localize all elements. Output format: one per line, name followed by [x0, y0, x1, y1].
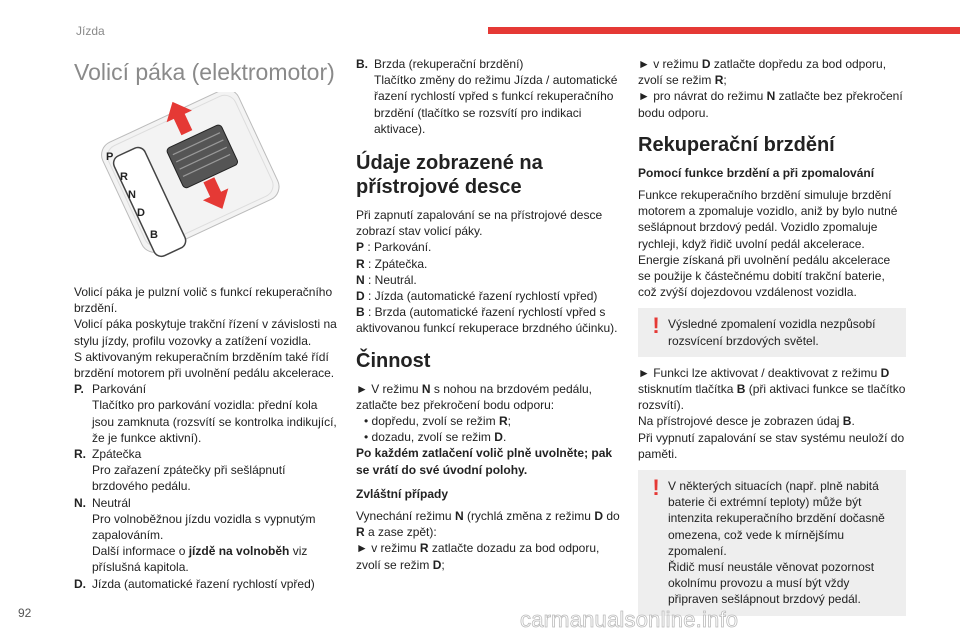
gear-letter-d: D [137, 207, 145, 219]
def-term: Neutrál [92, 495, 131, 510]
bullet-end: ; [507, 414, 511, 429]
sc-text: zatlačte dopředu za bod odporu, zvolí se režim [638, 57, 887, 88]
state-text: : Brzda (automatické řazení rychlostí vpřed s aktivovanou funkcí rekuperace brzdného účinku). [356, 305, 618, 336]
header-accent-bar [488, 27, 960, 34]
def-term: Parkování [92, 382, 147, 397]
dt-mode: B [842, 414, 852, 429]
def-b [356, 56, 626, 137]
tg-text: ► Funkci lze aktivovat / deaktivovat z režimu [638, 365, 881, 380]
def-key: D. [74, 576, 86, 591]
gear-selector-svg [90, 92, 290, 262]
state-list [356, 239, 626, 336]
state-text: : Zpátečka. [364, 256, 428, 271]
op-mode: N [421, 381, 431, 396]
def-term: Zpátečka [92, 447, 142, 462]
state-key: P [356, 240, 365, 255]
def-key: B. [356, 57, 368, 71]
tg-text: stisknutím tlačítka [638, 382, 737, 397]
sc-text: a zase zpět): [364, 525, 437, 540]
display-text [638, 413, 906, 429]
state-key: D [356, 289, 365, 304]
def-term: Brzda (rekuperační brzdění) [374, 57, 524, 71]
special-case-drive [638, 56, 906, 88]
special-case-reverse [356, 540, 626, 572]
state-item [356, 256, 626, 272]
special-case-neutral [638, 88, 906, 120]
tg-mode: D [880, 365, 890, 380]
def-p [74, 381, 342, 446]
toggle-text [638, 365, 906, 414]
ignition-off-text: Při vypnutí zapalování se stav systému neuloží do paměti. [638, 430, 905, 461]
def-desc: Tlačítko změny do režimu Jízda / automatické řazení rychlostí vpřed s funkcí rekuperačního brzdění (tlačítko se rozsvítí pro indikaci aktivace). [374, 73, 618, 136]
warning-icon: ! [652, 313, 660, 339]
def-key: R. [74, 447, 86, 462]
def-desc: Tlačítko pro parkování vozidla: přední kola jsou zamknuta (rozsvítí se kontrolka indikující, že je funkce aktivní). [92, 398, 337, 445]
def-desc: Pro zařazení zpátečky při sešlápnutí brzdového pedálu. [92, 463, 286, 494]
def-desc: Pro volnoběžnou jízdu vozidla s vypnutým zapalováním. [92, 511, 316, 543]
state-text: : Neutrál. [364, 272, 417, 287]
op-text: s nohou na brzdovém pedálu, zatlačte bez překročení bodu odporu: [356, 381, 593, 412]
heading-regen-braking: Rekuperační brzdění [638, 133, 835, 156]
bullet-mode: R [498, 414, 508, 429]
state-text: : Jízda (automatické řazení rychlostí vpřed) [364, 289, 598, 304]
state-item [356, 239, 626, 255]
intro-paragraph: Volicí páka je pulzní volič s funkcí rekuperačního brzdění. Volicí páka poskytuje trakční řízení v závislosti na stylu jízdy, profilu vozovky a zatížení vozidla. S aktivovaným rekuperačním brzděním také řídí brzdění motorem při uvolnění pedálu akcelerace. [74, 285, 337, 381]
gear-letter-n: N [128, 189, 136, 201]
heading-braking-function: Pomocí funkce brzdění a při zpomalování [638, 165, 875, 180]
dt-end: . [851, 414, 855, 429]
state-item [356, 304, 626, 336]
sc-text: ; [441, 557, 445, 572]
sc-text: ► v režimu [638, 57, 702, 71]
sc-mode: D [432, 557, 442, 572]
column-2 [356, 56, 626, 573]
xref-link-text: jízdě na volnoběh [188, 544, 290, 559]
tg-text: (při aktivaci funkce se tlačítko rozsvítí). [638, 382, 906, 413]
page-title: Volicí páka (elektromotor) [74, 59, 335, 85]
bullet-text: • dopředu, zvolí se režim [364, 414, 499, 429]
instrument-intro: Při zapnutí zapalování se na přístrojové desce zobrazí stav volicí páky. [356, 208, 603, 239]
sc-text: Vynechání režimu [356, 509, 455, 524]
sc-mode: N [454, 509, 464, 524]
gear-letter-p: P [106, 151, 114, 163]
sc-mode: R [714, 73, 724, 88]
warning-note-limits [638, 470, 906, 616]
warning-text: V některých situacích (např. plně nabitá baterie či extrémní teploty) může být intenzita rekuperačního brzdění dočasně omezena, což vede k mírnějšímu zpomalení. Řidič musí neustále věnovat pozornost okolnímu provozu a musí být vždy připraven sešlápnout brzdový pedál. [668, 479, 885, 607]
sc-text: (rychlá změna z režimu [463, 509, 595, 524]
sc-mode: N [766, 89, 776, 104]
sc-text: ; [723, 73, 727, 88]
heading-operation: Činnost [356, 349, 431, 372]
sc-text: zatlačte dozadu za bod odporu, zvolí se režim [356, 541, 600, 572]
warning-icon: ! [652, 475, 660, 501]
def-d [74, 576, 342, 592]
page-number: 92 [18, 606, 32, 620]
def-n [74, 495, 342, 576]
def-key: N. [74, 495, 86, 510]
sc-text: ► pro návrat do režimu [638, 89, 767, 104]
special-cases-text [356, 508, 626, 540]
def-r [74, 446, 342, 495]
running-header: Jízda [76, 24, 105, 38]
release-note: Po každém zatlačení volič plně uvolněte; pak se vrátí do své úvodní polohy. [356, 446, 613, 477]
sc-text: zatlačte bez překročení bodu odporu. [638, 89, 903, 120]
gear-selector-illustration [90, 92, 290, 262]
bullet-forward [356, 413, 626, 429]
sc-mode: R [356, 525, 365, 540]
sc-mode: D [701, 57, 711, 71]
sc-text: do [602, 509, 620, 524]
watermark: carmanualsonline.info [520, 607, 739, 632]
gear-letter-b: B [150, 229, 158, 241]
xref-text-end: viz příslušná kapitola. [92, 544, 308, 575]
column-1 [74, 56, 342, 592]
state-key: N [356, 272, 365, 287]
gear-letter-r: R [120, 171, 128, 183]
heading-instrument-display: Údaje zobrazené na přístrojové desce [356, 152, 543, 199]
state-key: B [356, 305, 365, 320]
sc-mode: D [594, 509, 603, 524]
regen-paragraph: Funkce rekuperačního brzdění simuluje brzdění motorem a zpomaluje vozidlo, aniž by bylo nutné sešlápnout brzdový pedál. Vozidlo zpomaluje rychleji, když řidič uvolní pedál akcelerace. Energie získaná při uvolnění pedálu akcelerace se použije k částečnému dobití trakční baterie, což zvýší dojezdovou vzdálenost vozidla. [638, 188, 898, 300]
warning-note-brake-lights [638, 308, 906, 356]
warning-text: Výsledné zpomalení vozidla nezpůsobí rozsvícení brzdových světel. [668, 317, 876, 348]
bullet-backward [356, 429, 626, 445]
sc-text: ► v režimu [356, 541, 420, 556]
def-xref [92, 543, 342, 575]
bullet-mode: D [494, 430, 503, 445]
bullet-text: • dozadu, zvolí se režim [364, 430, 495, 445]
state-key: R [356, 256, 365, 271]
dt-text: Na přístrojové desce je zobrazen údaj [638, 414, 843, 429]
state-text: : Parkování. [364, 240, 432, 255]
op-text: ► V režimu [356, 381, 422, 396]
operation-text [356, 381, 626, 413]
def-term: Jízda (automatické řazení rychlostí vpřed) [92, 576, 315, 591]
column-3 [638, 56, 906, 616]
xref-text: Další informace o [92, 544, 189, 559]
tg-button: B [736, 382, 746, 397]
state-item [356, 288, 626, 304]
heading-special-cases: Zvláštní případy [356, 486, 449, 501]
sc-mode: R [419, 541, 429, 556]
bullet-end: . [502, 430, 507, 445]
state-item [356, 272, 626, 288]
def-key: P. [74, 382, 84, 397]
